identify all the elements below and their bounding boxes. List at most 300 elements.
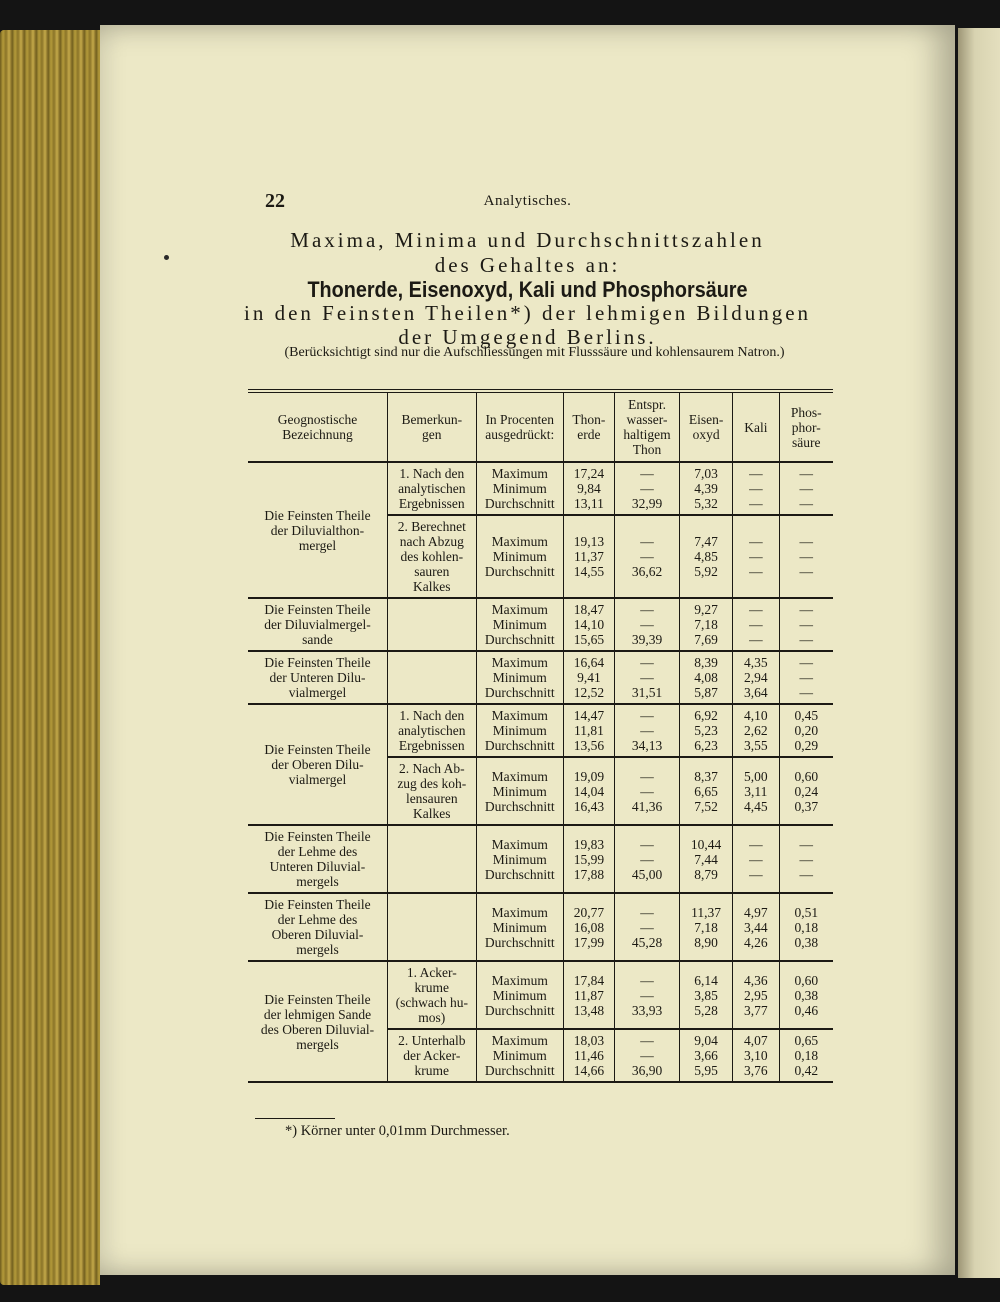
eisenoxyd-values — [680, 462, 733, 515]
eisenoxyd-values — [680, 825, 733, 893]
phosphor-values-line: 0,29 — [794, 738, 819, 753]
table-row — [248, 598, 833, 651]
remark-line: mos) — [418, 1010, 446, 1025]
thonerde-values-line: 14,55 — [573, 564, 605, 579]
designation-line: Die Feinsten Theile — [264, 742, 371, 757]
stat-label-line: Durchschnitt — [484, 1063, 555, 1078]
phosphor-values-line: — — [799, 564, 814, 579]
kali-values — [733, 893, 779, 961]
remark-line: zug des koh- — [397, 776, 467, 791]
designation-line: Die Feinsten Theile — [264, 655, 371, 670]
stat-label-line: Minimum — [492, 919, 547, 935]
phosphor-values-line: — — [799, 466, 814, 481]
kali-values-line: 4,97 — [744, 904, 768, 920]
remark-line: des kohlen- — [400, 549, 464, 564]
eisenoxyd-values-line: 7,44 — [694, 851, 718, 867]
thonerde-values — [563, 893, 614, 961]
phosphor-values-line: 0,24 — [794, 783, 819, 799]
kali-values-line: 4,36 — [744, 972, 768, 988]
entspr-thon-values-line: — — [640, 919, 654, 935]
phosphor-values — [779, 961, 833, 1029]
stat-label-line: Minimum — [492, 481, 547, 496]
thonerde-values-line: 17,24 — [573, 466, 605, 481]
stat-label-line: Minimum — [492, 617, 547, 632]
remark-line: 2. Berechnet — [397, 519, 466, 534]
entspr-thon-values-line: — — [640, 481, 654, 496]
table-row — [248, 893, 833, 961]
remark-line: 2. Nach Ab- — [399, 761, 465, 776]
eisenoxyd-values-line: 5,92 — [694, 564, 718, 579]
table-header-row — [248, 391, 833, 462]
remark-line: sauren — [414, 564, 450, 579]
remark — [387, 825, 476, 893]
geognostic-designation — [248, 704, 387, 825]
eisenoxyd-values-line: 7,52 — [694, 798, 718, 814]
designation-line: Die Feinsten Theile — [264, 602, 371, 617]
stat-label-line: Maximum — [491, 972, 548, 988]
title-line-3: Thonerde, Eisenoxyd, Kali und Phosphorsäure — [307, 277, 748, 302]
kali-values-line: 3,64 — [744, 685, 768, 700]
thonerde-values — [563, 598, 614, 651]
running-head: Analytisches. — [483, 193, 572, 209]
remark-line: Kalkes — [413, 806, 451, 821]
kali-values-line: — — [749, 466, 763, 481]
stat-label — [476, 462, 563, 515]
thonerde-values-line: 18,03 — [573, 1033, 605, 1048]
entspr-thon-values-line: 36,62 — [631, 564, 663, 579]
eisenoxyd-values-line: 4,39 — [694, 481, 718, 496]
table-body — [248, 462, 833, 1082]
thonerde-values-line: 11,87 — [573, 987, 604, 1003]
entspr-thon-values — [614, 651, 679, 704]
phosphor-values — [779, 1029, 833, 1082]
geognostic-designation — [248, 825, 387, 893]
header-entspr-thon — [614, 391, 679, 462]
kali-values-line: 3,10 — [744, 1048, 768, 1063]
stat-label-line: Durchschnitt — [484, 564, 555, 579]
header-line: Phos- — [790, 404, 822, 420]
eisenoxyd-values — [680, 515, 733, 598]
entspr-thon-values — [614, 515, 679, 598]
header-line: In Procenten — [485, 412, 555, 427]
eisenoxyd-values-line: 9,27 — [694, 602, 718, 617]
kali-values-line: — — [749, 549, 763, 564]
remark — [387, 598, 476, 651]
entspr-thon-values-line: — — [640, 723, 654, 738]
kali-values-line: 4,26 — [744, 934, 768, 950]
thonerde-values-line: 19,09 — [573, 768, 605, 784]
phosphor-values-line: 0,65 — [794, 1033, 819, 1048]
stat-label-line: Maximum — [491, 655, 548, 670]
thonerde-values-line: 13,48 — [573, 1002, 605, 1018]
thonerde-values-line: 16,43 — [573, 798, 605, 814]
entspr-thon-values-line: — — [640, 768, 654, 784]
header-line: erde — [577, 427, 601, 442]
phosphor-values-line: — — [799, 617, 814, 632]
header-line: säure — [792, 434, 821, 450]
header-line: Kali — [744, 419, 768, 435]
phosphor-values-line: 0,18 — [794, 1048, 819, 1063]
header-line: Thon- — [572, 412, 606, 427]
phosphor-values-line: — — [799, 685, 814, 700]
remark — [387, 704, 476, 757]
remark-line: 1. Acker- — [406, 965, 457, 980]
entspr-thon-values-line: — — [640, 851, 654, 867]
thonerde-values-line: 17,99 — [573, 934, 605, 950]
entspr-thon-values-line: 31,51 — [631, 685, 663, 700]
method-note: (Berücksichtigt sind nur die Aufschliessungen mit Flusssäure und kohlensaurem Natron.) — [284, 345, 785, 360]
designation-line: der lehmigen Sande — [263, 1006, 372, 1022]
entspr-thon-values-line: 33,93 — [631, 1002, 663, 1018]
kali-values-line: 3,77 — [744, 1002, 768, 1018]
entspr-thon-values-line: — — [640, 987, 654, 1003]
kali-values — [733, 462, 779, 515]
stat-label-line: Durchschnitt — [484, 934, 555, 950]
entspr-thon-values — [614, 704, 679, 757]
phosphor-values — [779, 757, 833, 825]
kali-values — [733, 825, 779, 893]
phosphor-values-line: 0,37 — [794, 798, 819, 814]
remark-line: Ergebnissen — [398, 496, 465, 511]
stat-label-line: Durchschnitt — [484, 738, 555, 753]
header-kali — [733, 391, 779, 462]
entspr-thon-values-line: 34,13 — [631, 738, 663, 753]
kali-values-line: 5,00 — [744, 768, 768, 784]
header-line: wasser- — [626, 412, 668, 427]
phosphor-values — [779, 825, 833, 893]
stat-label-line: Durchschnitt — [484, 798, 555, 814]
table-row — [248, 961, 833, 1029]
eisenoxyd-values — [680, 893, 733, 961]
stat-label-line: Maximum — [491, 904, 548, 920]
kali-values — [733, 757, 779, 825]
designation-line: der Lehme des — [277, 844, 358, 859]
entspr-thon-values — [614, 893, 679, 961]
designation-line: vialmergel — [288, 685, 347, 700]
kali-values-line: 2,94 — [744, 670, 768, 685]
header-line: haltigem — [623, 427, 671, 442]
stat-label-line: Durchschnitt — [484, 1002, 555, 1018]
kali-values-line: — — [749, 632, 763, 647]
entspr-thon-values-line: 45,00 — [631, 866, 663, 882]
phosphor-values-line: 0,60 — [794, 972, 819, 988]
book-edge — [0, 30, 100, 1285]
analysis-table — [248, 389, 833, 1083]
remark-line: analytischen — [398, 481, 466, 496]
phosphor-values — [779, 704, 833, 757]
eisenoxyd-values-line: 3,85 — [694, 987, 718, 1003]
footnote: *) Körner unter 0,01mm Durchmesser. — [285, 1123, 510, 1139]
phosphor-values — [779, 515, 833, 598]
kali-values — [733, 1029, 779, 1082]
phosphor-values — [779, 598, 833, 651]
stat-label-line: Durchschnitt — [484, 685, 555, 700]
eisenoxyd-values — [680, 598, 733, 651]
eisenoxyd-values — [680, 704, 733, 757]
stat-label-line: Maximum — [491, 534, 548, 549]
remark-line: 2. Unterhalb — [398, 1033, 466, 1048]
eisenoxyd-values-line: 5,87 — [694, 685, 718, 700]
thonerde-values — [563, 825, 614, 893]
remark-line: krume — [414, 980, 450, 995]
kali-values-line: 2,62 — [744, 723, 768, 738]
title-line-1: Maxima, Minima und Durchschnittszahlen — [290, 228, 765, 252]
eisenoxyd-values-line: 9,04 — [694, 1033, 718, 1048]
designation-line: Die Feinsten Theile — [264, 829, 371, 844]
designation-line: mergels — [296, 1036, 339, 1052]
remark — [387, 961, 476, 1029]
kali-values-line: — — [749, 617, 763, 632]
entspr-thon-values — [614, 825, 679, 893]
thonerde-values — [563, 704, 614, 757]
stat-label-line: Minimum — [492, 723, 547, 738]
entspr-thon-values-line: — — [640, 904, 654, 920]
thonerde-values-line: 14,04 — [573, 783, 605, 799]
table-row — [248, 462, 833, 515]
phosphor-values — [779, 893, 833, 961]
entspr-thon-values — [614, 757, 679, 825]
kali-values-line: — — [749, 534, 763, 549]
remark-line: krume — [414, 1063, 450, 1078]
thonerde-values-line: 17,88 — [573, 866, 605, 882]
table-row — [248, 704, 833, 757]
entspr-thon-values-line: — — [640, 466, 654, 481]
entspr-thon-values-line: — — [640, 534, 654, 549]
phosphor-values-line: 0,38 — [794, 987, 819, 1003]
table-row — [248, 825, 833, 893]
thonerde-values-line: 16,08 — [573, 919, 605, 935]
header-bezeichnung — [248, 391, 387, 462]
remark-line: analytischen — [398, 723, 466, 738]
thonerde-values-line: 14,10 — [573, 617, 605, 632]
remark-line: 1. Nach den — [399, 708, 465, 723]
thonerde-values — [563, 515, 614, 598]
eisenoxyd-values-line: 5,28 — [694, 1002, 718, 1018]
phosphor-values-line: — — [799, 481, 814, 496]
thonerde-values-line: 18,47 — [573, 602, 605, 617]
designation-line: Die Feinsten Theile — [264, 897, 371, 912]
thonerde-values-line: 12,52 — [573, 685, 605, 700]
header-phosphorsaeure — [779, 391, 833, 462]
designation-line: Die Feinsten Theile — [264, 991, 371, 1007]
phosphor-values-line: — — [799, 670, 814, 685]
header-line: oxyd — [692, 427, 720, 442]
entspr-thon-values-line: — — [640, 655, 654, 670]
stat-label — [476, 598, 563, 651]
entspr-thon-values-line: — — [640, 670, 654, 685]
kali-values-line: — — [749, 851, 763, 867]
entspr-thon-values-line: 39,39 — [631, 632, 663, 647]
thonerde-values-line: 16,64 — [573, 655, 605, 670]
header-line: Eisen- — [688, 412, 724, 427]
thonerde-values-line: 20,77 — [573, 904, 605, 920]
eisenoxyd-values-line: 8,90 — [694, 934, 718, 950]
table-row — [248, 651, 833, 704]
remark-line: lensauren — [405, 791, 458, 806]
designation-line: Oberen Diluvial- — [271, 927, 364, 942]
phosphor-values-line: — — [799, 549, 814, 564]
header-line: Bezeichnung — [282, 427, 353, 442]
stat-label-line: Maximum — [491, 1033, 548, 1048]
thonerde-values — [563, 462, 614, 515]
designation-line: sande — [302, 632, 333, 647]
title-line-2: des Gehaltes an: — [434, 253, 621, 277]
designation-line: der Oberen Dilu- — [271, 757, 364, 772]
kali-values-line: 4,35 — [744, 655, 768, 670]
phosphor-values-line: — — [799, 496, 814, 511]
phosphor-values-line: 0,45 — [794, 708, 819, 723]
stat-label-line: Minimum — [492, 549, 547, 564]
eisenoxyd-values-line: 7,69 — [694, 632, 718, 647]
stat-label — [476, 825, 563, 893]
geognostic-designation — [248, 651, 387, 704]
thonerde-values — [563, 1029, 614, 1082]
entspr-thon-values-line: 36,90 — [631, 1063, 663, 1078]
eisenoxyd-values-line: 11,37 — [691, 904, 722, 920]
entspr-thon-values-line: — — [640, 972, 654, 988]
kali-values-line: — — [749, 564, 763, 579]
kali-values-line: 4,10 — [744, 708, 768, 723]
page-content — [100, 25, 955, 1275]
phosphor-values — [779, 651, 833, 704]
eisenoxyd-values-line: 6,14 — [694, 972, 718, 988]
remark-line: 1. Nach den — [399, 466, 465, 481]
stat-label-line: Maximum — [491, 836, 548, 852]
phosphor-values — [779, 462, 833, 515]
eisenoxyd-values — [680, 757, 733, 825]
eisenoxyd-values — [680, 961, 733, 1029]
entspr-thon-values-line: 41,36 — [631, 798, 663, 814]
thonerde-values-line: 13,11 — [573, 496, 604, 511]
designation-line: der Lehme des — [277, 912, 358, 927]
eisenoxyd-values-line: 4,85 — [694, 549, 718, 564]
title-line-5: der Umgegend Berlins. — [398, 325, 657, 349]
entspr-thon-values-line: — — [640, 617, 654, 632]
thonerde-values — [563, 757, 614, 825]
title-line-4: in den Feinsten Theilen*) der lehmigen Bildungen — [243, 301, 812, 325]
entspr-thon-values-line: — — [640, 783, 654, 799]
eisenoxyd-values-line: 7,47 — [694, 534, 718, 549]
eisenoxyd-values — [680, 1029, 733, 1082]
phosphor-values-line: — — [799, 632, 814, 647]
stat-label — [476, 515, 563, 598]
thonerde-values — [563, 651, 614, 704]
remark — [387, 651, 476, 704]
thonerde-values-line: 14,66 — [573, 1063, 605, 1078]
stat-label-line: Minimum — [492, 987, 547, 1003]
entspr-thon-values-line: 32,99 — [631, 496, 663, 511]
stat-label-line: Maximum — [491, 708, 548, 723]
stat-label — [476, 651, 563, 704]
eisenoxyd-values-line: 8,79 — [694, 866, 718, 882]
kali-values-line: 3,76 — [744, 1063, 768, 1078]
geognostic-designation — [248, 893, 387, 961]
phosphor-values-line: — — [799, 866, 814, 882]
remark — [387, 757, 476, 825]
designation-line: mergels — [296, 942, 339, 957]
stat-label-line: Maximum — [491, 466, 548, 481]
header-bemerkungen — [387, 391, 476, 462]
next-page-edge — [958, 28, 1000, 1278]
page-number: 22 — [265, 190, 285, 212]
header-thonerde — [563, 391, 614, 462]
remark — [387, 1029, 476, 1082]
header-line: Bemerkun- — [401, 412, 463, 427]
eisenoxyd-values-line: 4,08 — [694, 670, 718, 685]
stat-label-line: Minimum — [492, 851, 547, 867]
entspr-thon-values-line: — — [640, 1033, 654, 1048]
stat-label-line: Durchschnitt — [484, 496, 555, 511]
kali-values-line: 3,11 — [744, 783, 768, 799]
thonerde-values-line: 9,41 — [577, 670, 601, 685]
phosphor-values-line: — — [799, 836, 814, 852]
kali-values-line: 2,95 — [744, 987, 768, 1003]
kali-values-line: — — [749, 866, 763, 882]
eisenoxyd-values-line: 3,66 — [694, 1048, 718, 1063]
remark-line: der Acker- — [403, 1048, 461, 1063]
eisenoxyd-values-line: 6,65 — [694, 783, 718, 799]
entspr-thon-values-line: — — [640, 708, 654, 723]
geognostic-designation — [248, 462, 387, 598]
entspr-thon-values — [614, 961, 679, 1029]
kali-values-line: — — [749, 836, 763, 852]
phosphor-values-line: 0,42 — [794, 1063, 819, 1078]
phosphor-values-line: 0,46 — [794, 1002, 819, 1018]
thonerde-values-line: 11,81 — [573, 723, 604, 738]
designation-line: Die Feinsten Theile — [264, 507, 371, 523]
eisenoxyd-values-line: 5,32 — [694, 496, 718, 511]
thonerde-values-line: 19,13 — [573, 534, 605, 549]
header-line: phor- — [791, 419, 821, 435]
kali-values — [733, 598, 779, 651]
designation-line: der Diluvialthon- — [270, 522, 365, 538]
phosphor-values-line: — — [799, 655, 814, 670]
eisenoxyd-values-line: 10,44 — [690, 836, 722, 852]
kali-values-line: 3,44 — [744, 919, 768, 935]
geognostic-designation — [248, 961, 387, 1082]
thonerde-values — [563, 961, 614, 1029]
thonerde-values-line: 19,83 — [573, 836, 605, 852]
header-ausgedrueckt — [476, 391, 563, 462]
stat-label — [476, 704, 563, 757]
designation-line: mergel — [298, 537, 337, 553]
kali-values — [733, 961, 779, 1029]
header-eisenoxyd — [680, 391, 733, 462]
stat-label-line: Maximum — [491, 602, 548, 617]
kali-values-line: 3,55 — [744, 738, 768, 753]
header-line: Entspr. — [628, 397, 666, 412]
eisenoxyd-values-line: 7,18 — [694, 617, 718, 632]
remark-line: Kalkes — [413, 579, 451, 594]
entspr-thon-values-line: — — [640, 549, 654, 564]
designation-line: des Oberen Diluvial- — [260, 1021, 375, 1037]
designation-line: der Diluvialmergel- — [264, 617, 371, 632]
book-page — [100, 25, 955, 1275]
kali-values — [733, 515, 779, 598]
phosphor-values-line: — — [799, 851, 814, 867]
stat-label-line: Minimum — [492, 1048, 547, 1063]
remark — [387, 515, 476, 598]
thonerde-values-line: 14,47 — [573, 708, 605, 723]
entspr-thon-values-line: — — [640, 602, 654, 617]
designation-line: mergels — [296, 874, 339, 889]
thonerde-values-line: 15,65 — [573, 632, 605, 647]
phosphor-values-line: — — [799, 602, 814, 617]
stat-label — [476, 961, 563, 1029]
eisenoxyd-values-line: 5,23 — [694, 723, 718, 738]
stat-label — [476, 1029, 563, 1082]
entspr-thon-values — [614, 1029, 679, 1082]
